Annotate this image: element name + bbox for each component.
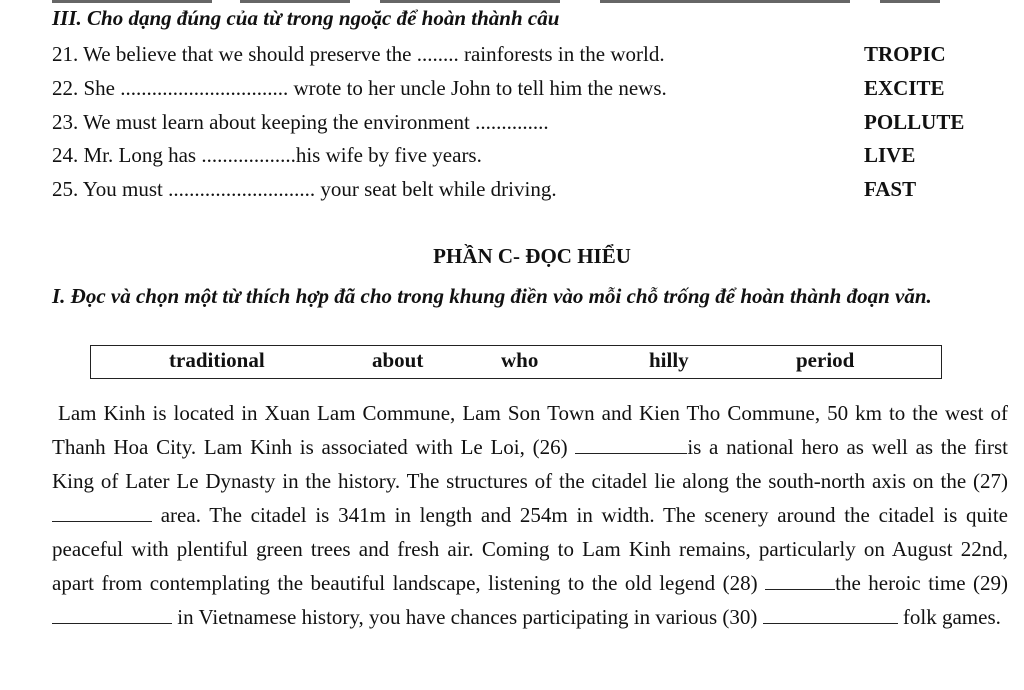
passage-text: is a national hero as well as the first King of Later Le Dynasty in the history. The structures of the citadel lie along the south-north axis on the (27) <box>52 435 1008 493</box>
word-box-item: who <box>501 348 539 372</box>
word-box-item: about <box>372 348 424 372</box>
cropped-top-text <box>0 0 1024 5</box>
passage-text: Lam Kinh is located in Xuan Lam Commune, Lam Son Town and Kien Tho Commune, 50 km to the west of Thanh Hoa City. Lam Kinh is associated with Le Loi, (26) <box>52 401 1008 459</box>
exercise-sentence: 23. We must learn about keeping the environment .............. <box>52 110 549 134</box>
exercise-row <box>52 110 1012 140</box>
word-box-item: period <box>796 348 855 372</box>
exercise-sentence: 22. She ................................ wrote to her uncle John to tell him the news. <box>52 76 667 100</box>
passage-text: area. The citadel is 341m in length and 254m in width. The scenery around the citadel is quite peaceful with plentiful green trees and fresh air. Coming to Lam Kinh remains, particularly on August 22nd, apart from contemplating the beautiful landscape, listening to the old legend (28) <box>52 503 1009 595</box>
exercise-sentence: 25. You must ............................ your seat belt while driving. <box>52 177 557 201</box>
reading-passage <box>52 396 1008 634</box>
blank-28[interactable] <box>765 571 835 590</box>
word-box-item: traditional <box>169 348 265 372</box>
instruction: I. Đọc và chọn một từ thích hợp đã cho trong khung điền vào mỗi chỗ trống để hoàn thành đoạn văn. <box>52 284 932 308</box>
exercise-keyword: FAST <box>864 177 917 201</box>
blank-26[interactable] <box>575 435 687 454</box>
exercise-row <box>52 42 1012 72</box>
exercise-keyword: POLLUTE <box>864 110 965 134</box>
part-title: PHẦN C- ĐỌC HIỂU <box>433 244 631 268</box>
blank-27[interactable] <box>52 503 152 522</box>
exercise-keyword: LIVE <box>864 143 916 167</box>
exercise-sentence: 21. We believe that we should preserve the ........ rainforests in the world. <box>52 42 665 66</box>
blank-30[interactable] <box>763 605 898 624</box>
passage-text: folk games. <box>902 605 1001 629</box>
passage-text: in Vietnamese history, you have chances participating in various (30) <box>177 605 758 629</box>
exercise-keyword: EXCITE <box>864 76 945 100</box>
word-box-item: hilly <box>649 348 689 372</box>
exercise-sentence: 24. Mr. Long has ..................his wife by five years. <box>52 143 482 167</box>
exercise-row <box>52 76 1012 106</box>
section-heading: III. Cho dạng đúng của từ trong ngoặc để hoàn thành câu <box>52 6 560 30</box>
passage-text: the heroic time (29) <box>835 571 1008 595</box>
word-box <box>90 345 942 379</box>
blank-29[interactable] <box>52 605 172 624</box>
exercise-row <box>52 143 1012 173</box>
exercise-row <box>52 177 1012 207</box>
exercise-keyword: TROPIC <box>864 42 946 66</box>
